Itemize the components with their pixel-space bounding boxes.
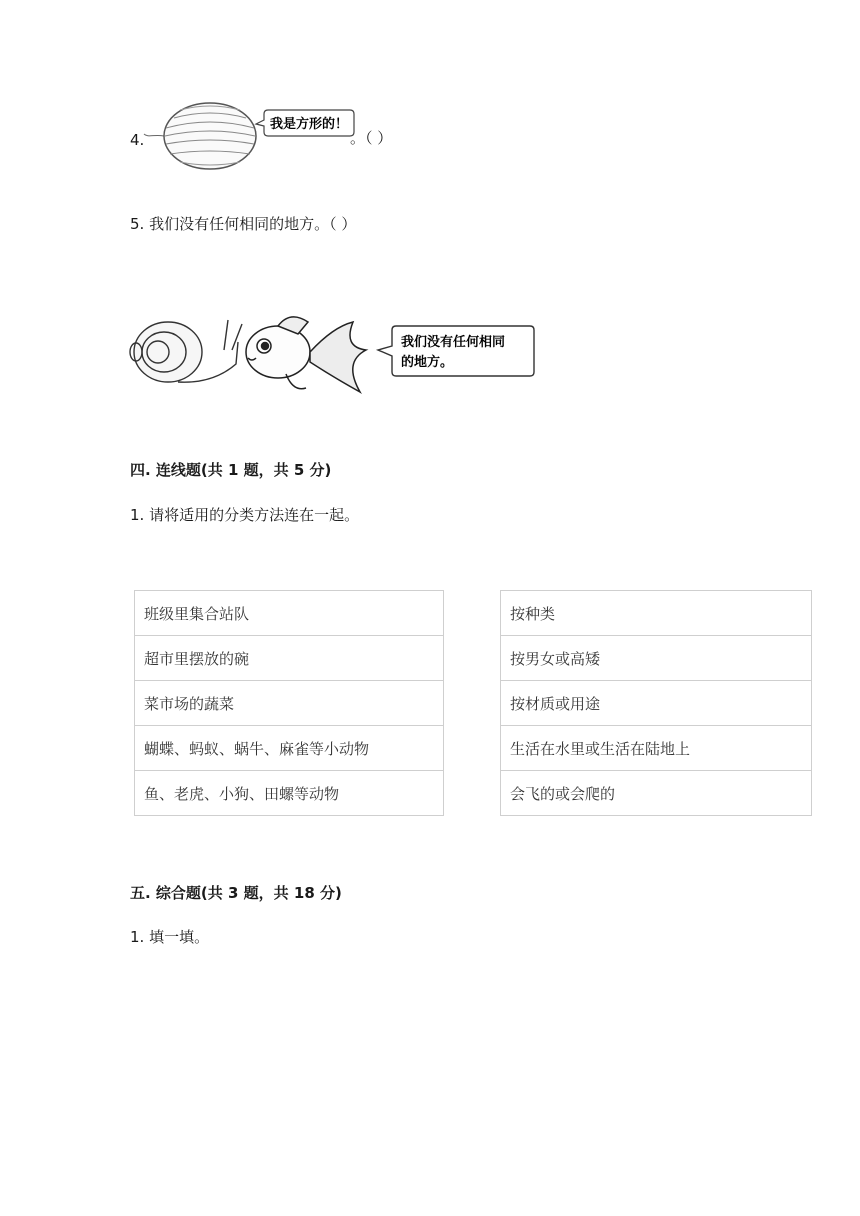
right-item[interactable]: 按材质或用途: [501, 681, 812, 726]
q5-text: 5. 我们没有任何相同的地方。（ ）: [130, 215, 357, 233]
section4-heading: 四. 连线题(共 1 题，共 5 分): [130, 461, 332, 479]
right-item[interactable]: 会飞的或会爬的: [501, 771, 812, 816]
q5-bubble-line1: 我们没有任何相同: [401, 335, 506, 350]
section4-question: 1. 请将适用的分类方法连在一起。: [130, 506, 360, 524]
snail-icon: [130, 320, 242, 382]
q4-number: 4.: [130, 131, 145, 149]
q4-bubble-text: 我是方形的！: [270, 117, 349, 132]
left-item[interactable]: 蝴蝶、蚂蚁、蜗牛、麻雀等小动物: [135, 726, 444, 771]
snail-fish-illustration: [128, 292, 548, 404]
goldfish-icon: [246, 317, 366, 392]
right-item[interactable]: 按男女或高矮: [501, 636, 812, 681]
left-item[interactable]: 鱼、老虎、小狗、田螺等动物: [135, 771, 444, 816]
q4-answer-blank: 。（ ）: [350, 129, 393, 147]
left-item[interactable]: 菜市场的蔬菜: [135, 681, 444, 726]
section5-heading: 五. 综合题(共 3 题，共 18 分): [130, 884, 342, 902]
right-item[interactable]: 按种类: [501, 591, 812, 636]
right-item[interactable]: 生活在水里或生活在陆地上: [501, 726, 812, 771]
watermelon-illustration: [140, 98, 360, 178]
section5-question: 1. 填一填。: [130, 928, 210, 946]
left-item[interactable]: 班级里集合站队: [135, 591, 444, 636]
q5-bubble-line2: 的地方。: [401, 355, 454, 370]
right-match-table: [500, 590, 812, 816]
watermelon-icon: [144, 103, 256, 169]
left-item[interactable]: 超市里摆放的碗: [135, 636, 444, 681]
left-match-table: [134, 590, 444, 816]
